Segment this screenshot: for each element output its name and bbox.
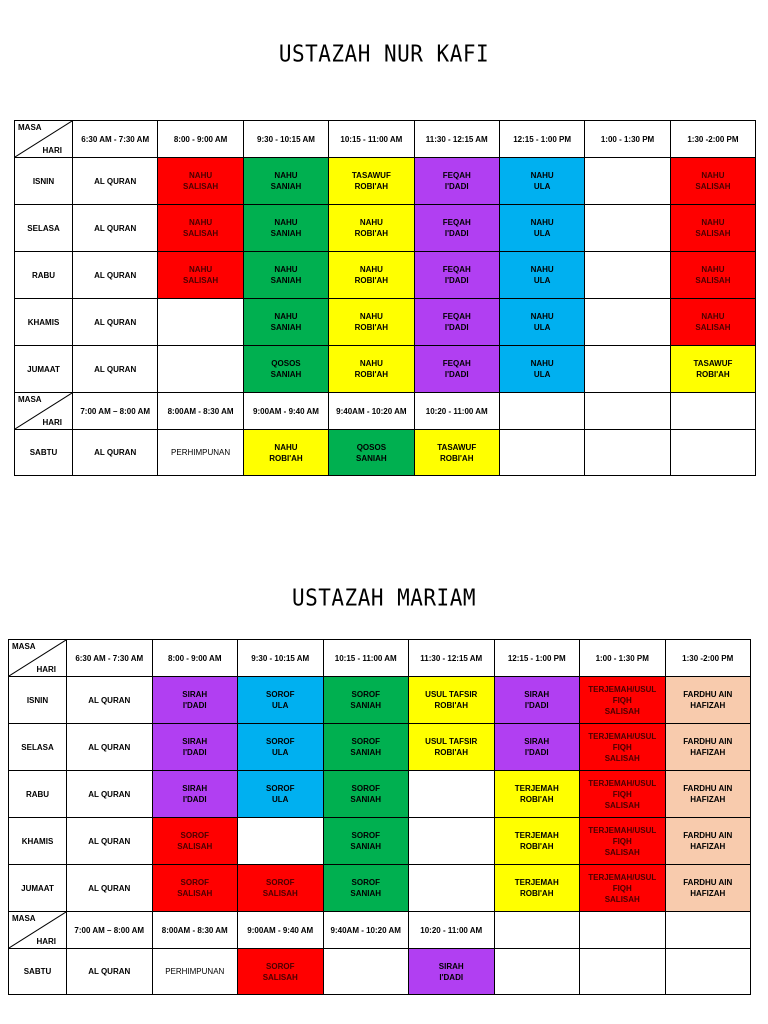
day-label: RABU [15, 252, 73, 299]
class-cell: AL QURAN [67, 865, 153, 912]
time-slot-header: 10:15 - 11:00 AM [329, 121, 414, 158]
time-slot-header: 11:30 - 12:15 AM [409, 640, 495, 677]
class-cell: NAHU SALISAH [158, 205, 243, 252]
hari-label: HARI [36, 665, 56, 674]
class-cell: SOROF ULA [238, 724, 324, 771]
empty-cell [409, 865, 495, 912]
empty-cell [585, 299, 670, 346]
class-cell: FARDHU AIN HAFIZAH [665, 724, 751, 771]
day-label: KHAMIS [15, 299, 73, 346]
class-cell: USUL TAFSIR ROBI'AH [409, 677, 495, 724]
class-cell: SOROF SALISAH [238, 865, 324, 912]
day-label: KHAMIS [9, 818, 67, 865]
class-cell: AL QURAN [73, 158, 158, 205]
class-cell: NAHU SANIAH [243, 158, 328, 205]
time-slot-header: 9:30 - 10:15 AM [243, 121, 328, 158]
masa-hari-corner [15, 393, 73, 430]
class-cell: NAHU SALISAH [670, 252, 755, 299]
day-row-rabu [9, 771, 751, 818]
class-cell: TERJEMAH/USUL FIQH SALISAH [580, 865, 666, 912]
day-label: SELASA [15, 205, 73, 252]
day-row-jumaat [15, 346, 756, 393]
empty-cell [499, 393, 584, 430]
class-cell: NAHU ROBI'AH [329, 252, 414, 299]
time-slot-header: 7:00 AM – 8:00 AM [67, 912, 153, 949]
class-cell: FARDHU AIN HAFIZAH [665, 771, 751, 818]
day-row-sabtu [15, 430, 756, 476]
empty-cell [670, 430, 755, 476]
class-cell: AL QURAN [73, 430, 158, 476]
masa-label: MASA [18, 395, 42, 404]
class-cell: NAHU SANIAH [243, 205, 328, 252]
class-cell: USUL TAFSIR ROBI'AH [409, 724, 495, 771]
class-cell: AL QURAN [67, 818, 153, 865]
class-cell: SOROF ULA [238, 677, 324, 724]
class-cell: PERHIMPUNAN [158, 430, 243, 476]
timetable-1 [14, 120, 756, 476]
day-label: ISNIN [15, 158, 73, 205]
class-cell: SOROF SANIAH [323, 771, 409, 818]
day-row-selasa [15, 205, 756, 252]
empty-cell [494, 912, 580, 949]
class-cell: FEQAH I'DADI [414, 299, 499, 346]
class-cell: NAHU ULA [499, 346, 584, 393]
day-row-jumaat [9, 865, 751, 912]
class-cell: TERJEMAH/USUL FIQH SALISAH [580, 818, 666, 865]
sabtu-header-row [9, 912, 751, 949]
time-slot-header: 9:40AM - 10:20 AM [323, 912, 409, 949]
time-slot-header: 6:30 AM - 7:30 AM [67, 640, 153, 677]
empty-cell [585, 205, 670, 252]
masa-hari-corner [9, 912, 67, 949]
empty-cell [323, 949, 409, 995]
class-cell: NAHU ROBI'AH [243, 430, 328, 476]
time-slot-header: 1:30 -2:00 PM [670, 121, 755, 158]
day-label: JUMAAT [15, 346, 73, 393]
class-cell: AL QURAN [67, 771, 153, 818]
masa-hari-corner [9, 640, 67, 677]
class-cell: SIRAH I'DADI [494, 677, 580, 724]
class-cell: TASAWUF ROBI'AH [329, 158, 414, 205]
empty-cell [670, 393, 755, 430]
class-cell: NAHU ULA [499, 158, 584, 205]
empty-cell [585, 393, 670, 430]
class-cell: QOSOS SANIAH [329, 430, 414, 476]
day-row-rabu [15, 252, 756, 299]
time-slot-header: 8:00 - 9:00 AM [158, 121, 243, 158]
header-row [15, 121, 756, 158]
class-cell: NAHU ULA [499, 205, 584, 252]
class-cell: NAHU ROBI'AH [329, 346, 414, 393]
class-cell: NAHU SALISAH [670, 299, 755, 346]
day-label: RABU [9, 771, 67, 818]
class-cell: NAHU SALISAH [158, 158, 243, 205]
time-slot-header: 1:00 - 1:30 PM [585, 121, 670, 158]
masa-label: MASA [18, 123, 42, 132]
hari-label: HARI [36, 937, 56, 946]
empty-cell [494, 949, 580, 995]
class-cell: FARDHU AIN HAFIZAH [665, 677, 751, 724]
empty-cell [585, 252, 670, 299]
empty-cell [665, 912, 751, 949]
empty-cell [580, 949, 666, 995]
time-slot-header: 12:15 - 1:00 PM [499, 121, 584, 158]
time-slot-header: 9:40AM - 10:20 AM [329, 393, 414, 430]
empty-cell [158, 346, 243, 393]
day-label: SABTU [15, 430, 73, 476]
empty-cell [409, 818, 495, 865]
time-slot-header: 8:00 - 9:00 AM [152, 640, 238, 677]
day-row-khamis [15, 299, 756, 346]
class-cell: SOROF SANIAH [323, 677, 409, 724]
class-cell: NAHU SALISAH [670, 205, 755, 252]
time-slot-header: 1:30 -2:00 PM [665, 640, 751, 677]
time-slot-header: 9:00AM - 9:40 AM [243, 393, 328, 430]
time-slot-header: 11:30 - 12:15 AM [414, 121, 499, 158]
class-cell: FARDHU AIN HAFIZAH [665, 818, 751, 865]
empty-cell [238, 818, 324, 865]
class-cell: TERJEMAH/USUL FIQH SALISAH [580, 724, 666, 771]
class-cell: QOSOS SANIAH [243, 346, 328, 393]
empty-cell [158, 299, 243, 346]
empty-cell [585, 158, 670, 205]
day-row-sabtu [9, 949, 751, 995]
hari-label: HARI [42, 146, 62, 155]
day-label: SABTU [9, 949, 67, 995]
class-cell: NAHU SALISAH [670, 158, 755, 205]
day-label: ISNIN [9, 677, 67, 724]
class-cell: NAHU ROBI'AH [329, 205, 414, 252]
class-cell: FEQAH I'DADI [414, 346, 499, 393]
class-cell: AL QURAN [67, 949, 153, 995]
class-cell: TASAWUF ROBI'AH [414, 430, 499, 476]
class-cell: TERJEMAH ROBI'AH [494, 771, 580, 818]
masa-label: MASA [12, 914, 36, 923]
class-cell: PERHIMPUNAN [152, 949, 238, 995]
class-cell: SIRAH I'DADI [152, 724, 238, 771]
time-slot-header: 9:30 - 10:15 AM [238, 640, 324, 677]
class-cell: SIRAH I'DADI [152, 771, 238, 818]
class-cell: NAHU ROBI'AH [329, 299, 414, 346]
empty-cell [585, 346, 670, 393]
class-cell: NAHU SANIAH [243, 299, 328, 346]
class-cell: SOROF ULA [238, 771, 324, 818]
day-row-isnin [9, 677, 751, 724]
class-cell: SOROF SANIAH [323, 724, 409, 771]
class-cell: SOROF SALISAH [238, 949, 324, 995]
timetable-2-title: USTAZAH MARIAM [291, 585, 476, 611]
time-slot-header: 6:30 AM - 7:30 AM [73, 121, 158, 158]
class-cell: NAHU ULA [499, 252, 584, 299]
empty-cell [580, 912, 666, 949]
empty-cell [585, 430, 670, 476]
class-cell: NAHU SANIAH [243, 252, 328, 299]
class-cell: SIRAH I'DADI [409, 949, 495, 995]
class-cell: AL QURAN [67, 724, 153, 771]
class-cell: NAHU ULA [499, 299, 584, 346]
day-row-khamis [9, 818, 751, 865]
class-cell: TASAWUF ROBI'AH [670, 346, 755, 393]
time-slot-header: 7:00 AM – 8:00 AM [73, 393, 158, 430]
class-cell: AL QURAN [73, 205, 158, 252]
class-cell: AL QURAN [67, 677, 153, 724]
time-slot-header: 10:20 - 11:00 AM [409, 912, 495, 949]
class-cell: AL QURAN [73, 252, 158, 299]
day-row-selasa [9, 724, 751, 771]
class-cell: AL QURAN [73, 346, 158, 393]
class-cell: FARDHU AIN HAFIZAH [665, 865, 751, 912]
class-cell: SOROF SANIAH [323, 865, 409, 912]
masa-hari-corner [15, 121, 73, 158]
empty-cell [499, 430, 584, 476]
hari-label: HARI [42, 418, 62, 427]
time-slot-header: 10:15 - 11:00 AM [323, 640, 409, 677]
time-slot-header: 9:00AM - 9:40 AM [238, 912, 324, 949]
class-cell: TERJEMAH ROBI'AH [494, 818, 580, 865]
class-cell: TERJEMAH/USUL FIQH SALISAH [580, 677, 666, 724]
class-cell: TERJEMAH/USUL FIQH SALISAH [580, 771, 666, 818]
class-cell: SIRAH I'DADI [152, 677, 238, 724]
day-row-isnin [15, 158, 756, 205]
day-label: SELASA [9, 724, 67, 771]
header-row [9, 640, 751, 677]
timetable-2 [8, 639, 751, 995]
empty-cell [665, 949, 751, 995]
class-cell: SIRAH I'DADI [494, 724, 580, 771]
class-cell: NAHU SALISAH [158, 252, 243, 299]
time-slot-header: 10:20 - 11:00 AM [414, 393, 499, 430]
time-slot-header: 8:00AM - 8:30 AM [158, 393, 243, 430]
class-cell: TERJEMAH ROBI'AH [494, 865, 580, 912]
time-slot-header: 8:00AM - 8:30 AM [152, 912, 238, 949]
day-label: JUMAAT [9, 865, 67, 912]
class-cell: FEQAH I'DADI [414, 252, 499, 299]
sabtu-header-row [15, 393, 756, 430]
class-cell: SOROF SALISAH [152, 818, 238, 865]
empty-cell [409, 771, 495, 818]
timetable-1-title: USTAZAH NUR KAFI [278, 41, 490, 67]
class-cell: SOROF SALISAH [152, 865, 238, 912]
class-cell: FEQAH I'DADI [414, 205, 499, 252]
masa-label: MASA [12, 642, 36, 651]
class-cell: FEQAH I'DADI [414, 158, 499, 205]
time-slot-header: 12:15 - 1:00 PM [494, 640, 580, 677]
class-cell: AL QURAN [73, 299, 158, 346]
class-cell: SOROF SANIAH [323, 818, 409, 865]
time-slot-header: 1:00 - 1:30 PM [580, 640, 666, 677]
